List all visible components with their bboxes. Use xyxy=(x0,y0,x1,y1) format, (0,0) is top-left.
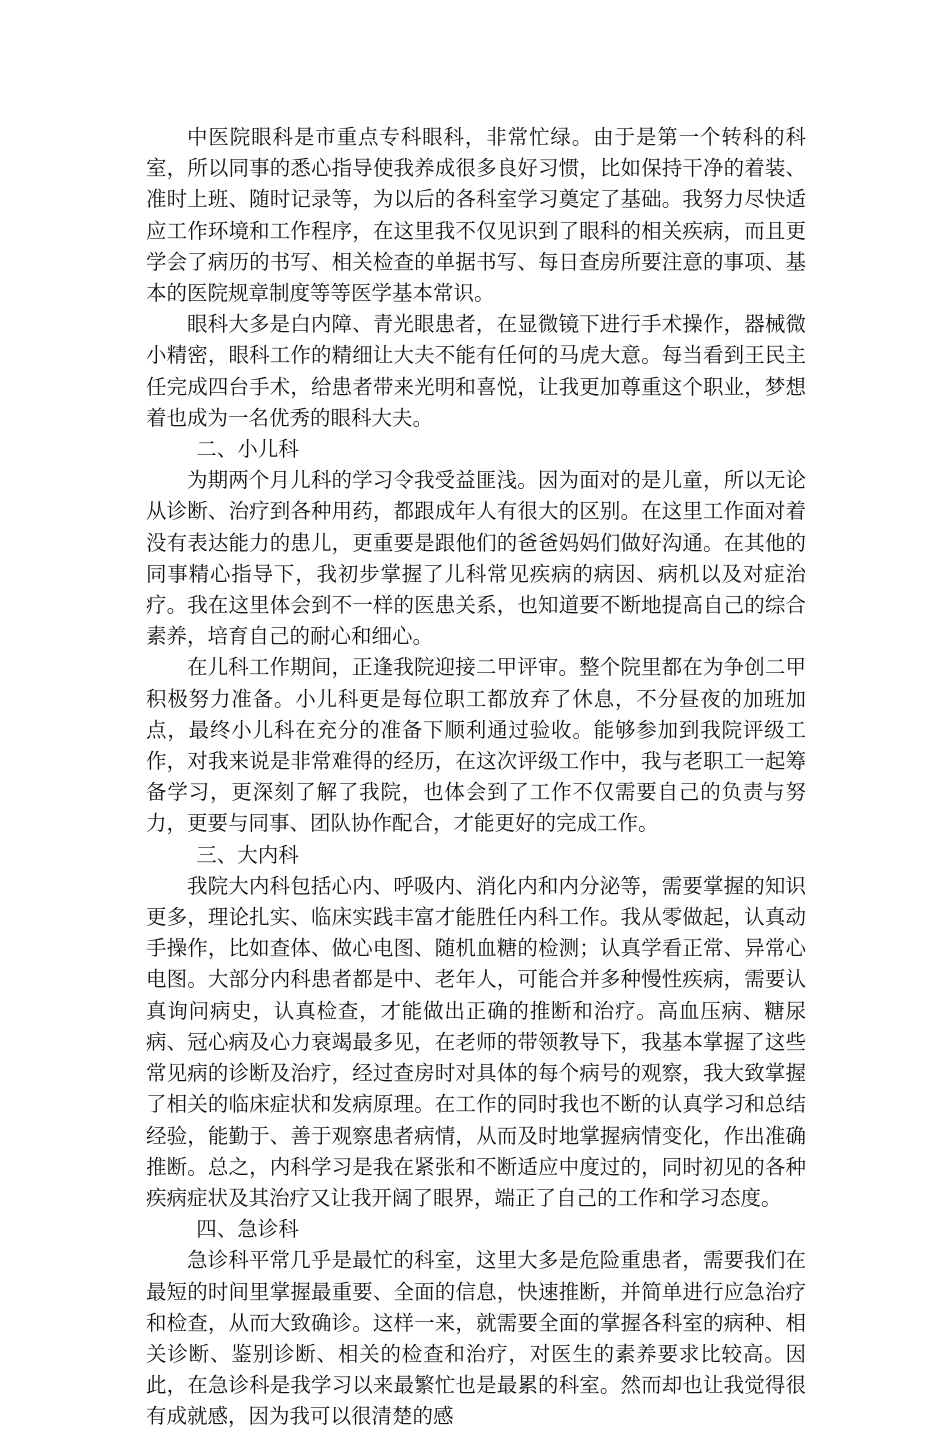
paragraph-pediatrics-review: 在儿科工作期间，正逢我院迎接二甲评审。整个院里都在为争创二甲积极努力准备。小儿科更是每位职工都放弃了休息，不分昼夜的加班加点，最终小儿科在充分的准备下顺利通过验收。能够参加到我院评级工作，对我来说是非常难得的经历，在这次评级工作中，我与老职工一起筹备学习，更深刻了解了我院，也体会到了工作不仅需要自己的负责与努力，更要与同事、团队协作配合，才能更好的完成工作。 xyxy=(146,655,806,836)
document-page xyxy=(146,122,806,1433)
paragraph-emergency: 急诊科平常几乎是最忙的科室，这里大多是危险重患者，需要我们在最短的时间里掌握最重要、全面的信息，快速推断，并简单进行应急治疗和检查，从而大致确诊。这样一来，就需要全面的掌握各科室的病种、相关诊断、鉴别诊断、相关的检查和治疗，对医生的素养要求比较高。因此，在急诊科是我学习以来最繁忙也是最累的科室。然而却也让我觉得很有成就感，因为我可以很清楚的感 xyxy=(146,1248,806,1429)
paragraph-ophthalmology-intro: 中医院眼科是市重点专科眼科，非常忙绿。由于是第一个转科的科室，所以同事的悉心指导使我养成很多良好习惯，比如保持干净的着装、准时上班、随时记录等，为以后的各科室学习奠定了基础。我努力尽快适应工作环境和工作程序，在这里我不仅见识到了眼科的相关疾病，而且更学会了病历的书写、相关检查的单据书写、每日查房所要注意的事项、基本的医院规章制度等等医学基本常识。 xyxy=(146,125,806,306)
section-heading-pediatrics: 二、小儿科 xyxy=(196,437,299,462)
paragraph-pediatrics-study: 为期两个月儿科的学习令我受益匪浅。因为面对的是儿童，所以无论从诊断、治疗到各种用药，都跟成年人有很大的区别。在这里工作面对着没有表达能力的患儿，更重要是跟他们的爸爸妈妈们做好沟通。在其他的同事精心指导下，我初步掌握了儿科常见疾病的病因、病机以及对症治疗。我在这里体会到不一样的医患关系，也知道要不断地提高自己的综合素养，培育自己的耐心和细心。 xyxy=(146,468,806,649)
section-heading-internal-medicine: 三、大内科 xyxy=(196,842,299,867)
paragraph-ophthalmology-detail: 眼科大多是白内障、青光眼患者，在显微镜下进行手术操作，器械微小精密，眼科工作的精细让大夫不能有任何的马虎大意。每当看到王民主任完成四台手术，给患者带来光明和喜悦，让我更加尊重这个职业，梦想着也成为一名优秀的眼科大夫。 xyxy=(146,312,806,430)
paragraph-internal-medicine: 我院大内科包括心内、呼吸内、消化内和内分泌等，需要掌握的知识更多，理论扎实、临床实践丰富才能胜任内科工作。我从零做起，认真动手操作，比如查体、做心电图、随机血糖的检测；认真学看正常、异常心电图。大部分内科患者都是中、老年人，可能合并多种慢性疾病，需要认真询问病史，认真检查，才能做出正确的推断和治疗。高血压病、糖尿病、冠心病及心力衰竭最多见，在老师的带领教导下，我基本掌握了这些常见病的诊断及治疗，经过查房时对具体的每个病号的观察，我大致掌握了相关的临床症状和发病原理。在工作的同时我也不断的认真学习和总结经验，能勤于、善于观察患者病情，从而及时地掌握病情变化，作出准确推断。总之，内科学习是我在紧张和不断适应中度过的，同时初见的各种疾病症状及其治疗又让我开阔了眼界，端正了自己的工作和学习态度。 xyxy=(146,873,806,1210)
section-heading-emergency: 四、急诊科 xyxy=(196,1217,299,1242)
